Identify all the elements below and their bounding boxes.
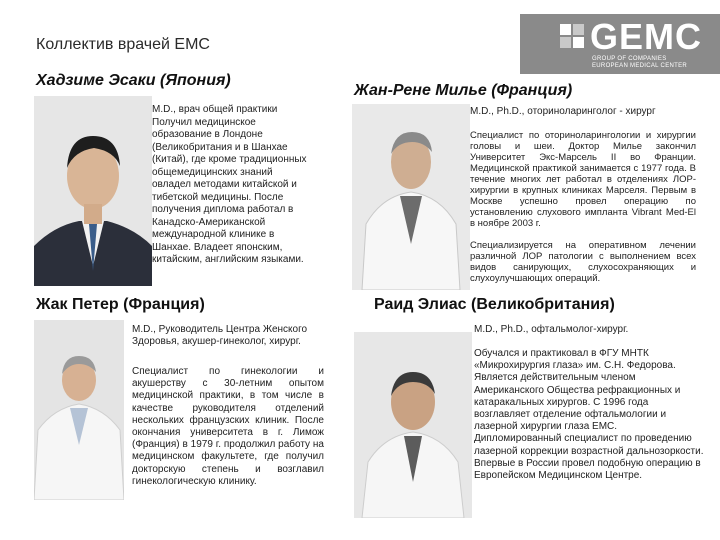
title-peter: M.D., Руководитель Центра Женского Здоровья, акушер-гинеколог, хирург. [132, 324, 308, 347]
photo-peter [34, 320, 124, 500]
logo-mark-icon [560, 24, 586, 54]
doctor-name-elias: Раид Элиас (Великобритания) [374, 296, 615, 313]
title-millier: M.D., Ph.D., оториноларинголог - хирург [470, 106, 656, 117]
photo-elias [354, 332, 472, 518]
doctor-name-peter: Жак Петер (Франция) [36, 296, 205, 313]
logo-line-1: GROUP OF COMPANIES [592, 56, 667, 62]
bio-elias: Обучался и практиковал в ФГУ МНТК «Микрохирургия глаза» им. С.Н. Федорова. Является действительным членом Американского Общества рефракционных и катаракальных хирургов. С 1996 года возглавляет отделение офтальмологии и лазерной хирургии глаза ЕМС. Дипломированный специалист по проведению лазерной коррекции возрастной дальнозоркости. Впервые в России провел подобную операцию в Европейском Медицинском Центре. [474, 348, 704, 482]
slide-title: Коллектив врачей ЕМС [36, 36, 210, 53]
logo-tagline [592, 56, 687, 70]
bio-millier-2: Специализируется на оперативном лечении различной ЛОР патологии с выполнением всех видов санирующих, слухосохраняющих и слухоулучшающих операций. [470, 240, 696, 284]
logo-brand: GEMC [590, 16, 702, 57]
doctor-name-esaki: Хадзиме Эсаки (Япония) [36, 72, 231, 89]
bio-millier: Специалист по оториноларингологии и хирургии головы и шеи. Доктор Милье закончил Университет Экс-Марсель II во Франции. Медицинской практикой занимается с 1977 года. В течение многих лет работал в отделениях ЛОР-хирургии в крупных клиниках Марселя. Первым в Москве успешно провел операцию по установлению слухового импланта Vibrant Med-El в ноябре 2003 г. [470, 130, 696, 229]
logo-line-2: EUROPEAN MEDICAL CENTER [592, 63, 688, 69]
bio-peter: Специалист по гинекологии и акушерству с 30-летним опытом медицинской практики, в том числе в качестве руководителя отделений нескольких французских клиник. После окончания университета в г. Лимож (Франция) в 1979 г. продолжил работу на медицинском факультете, где получил докторскую степень и возглавил гинекологическую клинику. [132, 366, 324, 487]
photo-millier [352, 104, 470, 290]
doctor-name-millier: Жан-Рене Милье (Франция) [354, 82, 573, 99]
photo-esaki [34, 96, 152, 286]
title-elias: M.D., Ph.D., офтальмолог-хирург. [474, 324, 629, 335]
gemc-logo [520, 14, 720, 74]
bio-esaki: М.D., врач общей практики Получил медицинское образование в Лондоне (Великобритания и в Шанхае (Китай), где кроме традиционных общемедицинских знаний овладел методами китайской и тибетской медицины. После получения диплома работал в Канадско-Американской международной клинике в Шанхае. Владеет японским, китайским, английским языками. [152, 104, 307, 265]
